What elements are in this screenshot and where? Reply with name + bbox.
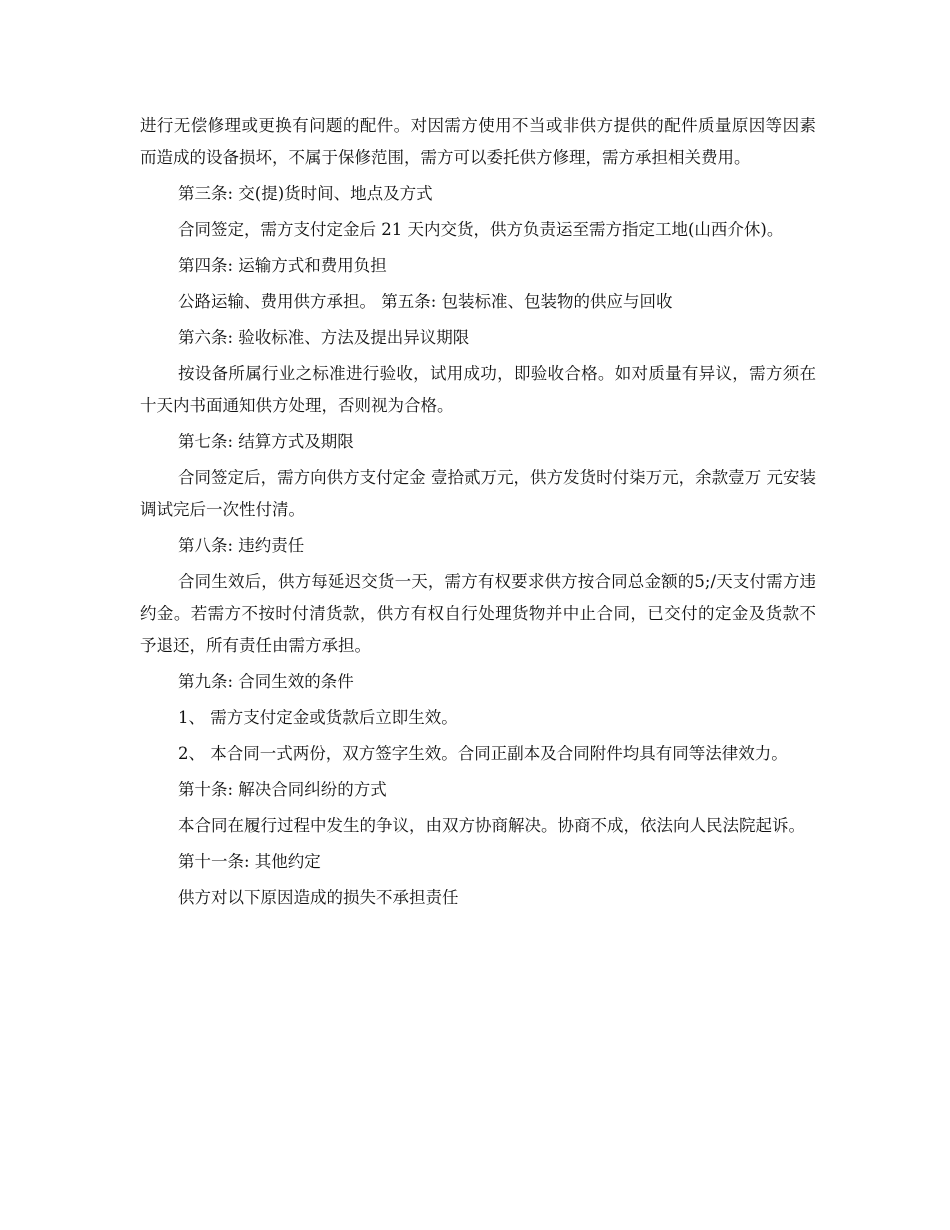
clause-9-heading: 第九条: 合同生效的条件 [178,672,354,691]
clause-3-body: 合同签定，需方支付定金后 21 天内交货，供方负责运至需方指定工地(山西介休)。 [178,220,784,239]
clause-8-body: 合同生效后，供方每延迟交货一天，需方有权要求供方按合同总金额的5;/天支付需方违约金。若需方不按时付清货款，供方有权自行处理货物并中止合同，已交付的定金及货款不予退还，所有责任由需方承担。 [140,572,816,655]
paragraph-continuation: 进行无偿修理或更换有问题的配件。对因需方使用不当或非供方提供的配件质量原因等因素而造成的设备损坏，不属于保修范围，需方可以委托供方修理，需方承担相关费用。 [140,116,816,167]
document-body [140,110,816,918]
clause-8-heading: 第八条: 违约责任 [178,536,305,555]
clause-3-heading: 第三条: 交(提)货时间、地点及方式 [178,184,433,203]
clause-6-heading: 第六条: 验收标准、方法及提出异议期限 [178,328,470,347]
clause-11-heading: 第十一条: 其他约定 [178,852,321,871]
clause-7-heading: 第七条: 结算方式及期限 [178,432,354,451]
clause-10-body: 本合同在履行过程中发生的争议，由双方协商解决。协商不成，依法向人民法院起诉。 [178,816,805,835]
clause-9-item-1: 1、 需方支付定金或货款后立即生效。 [178,708,458,727]
clause-11-body: 供方对以下原因造成的损失不承担责任 [178,888,459,907]
clause-9-item-2: 2、 本合同一式两份，双方签字生效。合同正副本及合同附件均具有同等法律效力。 [178,744,788,763]
clause-6-body: 按设备所属行业之标准进行验收，试用成功，即验收合格。如对质量有异议，需方须在十天内书面通知供方处理，否则视为合格。 [140,364,816,415]
clause-4-body: 公路运输、费用供方承担。 第五条: 包装标准、包装物的供应与回收 [178,292,673,311]
clause-7-body: 合同签定后，需方向供方支付定金 壹拾贰万元，供方发货时付柒万元，余款壹万 元安装调试完后一次性付清。 [140,468,816,519]
clause-10-heading: 第十条: 解决合同纠纷的方式 [178,780,387,799]
clause-4-heading: 第四条: 运输方式和费用负担 [178,256,387,275]
